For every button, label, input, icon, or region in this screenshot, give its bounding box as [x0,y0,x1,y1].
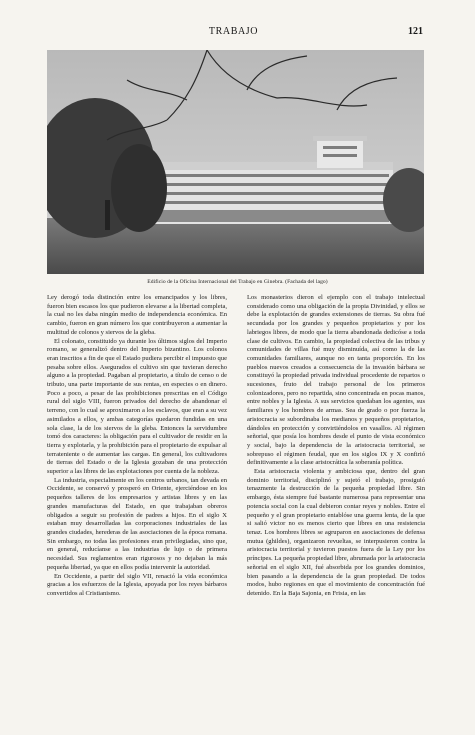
figure-caption: Edificio de la Oficina Internacional del Trabajo en Ginebra. (Fachada del lago) [147,279,328,285]
left-column [47,294,227,599]
page-number: 121 [408,26,423,37]
page-header [44,26,423,40]
paragraph: El colonato, constituido ya durante los últimos siglos del Imperio romano, se generalizó dentro del Imperio bizantino. Los colonos eran inscritos a fin de que el Estado pudiera percibir el impuesto que pesaba sobre ellos. Asegurados el cultivo sin que tuvieran derecho alguno a la propiedad. Pagaban al propietario, a título de censo o de tributo, una parte importante de sus rentas, en especies o en dinero. Poco a poco, a pesar de las prohibiciones prescritas en el Código rural del siglo VIII, fueron privados del derecho de abandonar el terreno, con lo cual se aproximaron a los esclavos, que eran a su vez asimilados a ellos, y ambas categorías quedaron fundidas en una sola clase, la de los siervos de la gleba. Entonces la servidumbre tomó dos caracteres: la obligación para el cultivador de residir en la tierra y explotarla, y la prohibición para el propietario de expulsar al terrateniente o de aumentar las cargas. En general, los cultivadores de tierras del Estado o de la Iglesia gozaban de una protección superior a las libres de las explotaciones por cuenta de la nobleza. [47,337,227,476]
building-photo [47,50,424,274]
paragraph: Ley derogó toda distinción entre los emancipados y los libres, fueron bien escasos los que pudieron elevarse a la libertad completa, la cual no les daba ningún medio de independencia económica. En cambio, fueron en gran número los que contribuyeron a aumentar la multitud de colonos y siervos de la gleba. [47,294,227,336]
paragraph: En Occidente, a partir del siglo VII, renació la vida económica gracias a los esfuerzos de la Iglesia, apoyada por los reyes bárbaros convertidos al Cristianismo. [47,572,227,597]
paragraph: Esta aristocracia violenta y ambiciosa que, dentro del gran dominio territorial, disciplinó y sujetó el trabajo, prosiguió tenazmente la destrucción de la pequeña propiedad libre. Sin embargo, ésta siempre fué bastante numerosa para representar una potencia social con la cual debieron contar reyes y nobles. Entre el pequeño y el gran propietario entablóse una guerra lenta, de la que si salió victor no es menos cierto que libres en una resistencia tenaz. Los hombres libres se agruparon en asociaciones de defensa mutua (ghildes), organizaron revueltas, se interpusieron contra la aristocracia territorial y tuvieron puestos fuera de la Ley por los príncipes. La pequeña propiedad libre, abrumada por la aristocracia señorial en el siglo XII, fué absorbida por los grandes dominios, bien pasando a la dependencia de la gran propiedad. De todos modos, hubo regiones en que el movimiento de concentración fué detenido. En la Baja Sajonia, en Frisia, en las [247,468,425,597]
paragraph: Los monasterios dieron el ejemplo con el trabajo intelectual considerado como una obligación de la propia Divinidad, y ellos se debe la explotación de grandes extensiones de tierras. Su obra fué secundada por los grandes y pequeños propietarios y por los labriegos libres, de modo que la tierra abandonada dedicóse a toda clase de cultivos. En cambio, la propiedad colectiva de las tribus y comunidades de villas fué muy disminuída, así como la de las comunidades familiares, aunque no en tanta proporción. En los pueblos nuevos creados a consecuencia de la invasión bárbara se constituyó la propiedad privada individual procedente de repartos o sucesiones, fruto del trabajo personal de los primeros colonizadores, pero no repartida, sino concentrada en pocas manos, entre nobles y la Iglesia. A sus servicios quedaban los agentes, sus familiares y los hombres de armas. Sea de grado o por fuerza la aristocracia se subordinaba los medianos y pequeños propietarios, dándoles en protección y convirtiéndolos en vasallos. Al régimen señorial, que posía los hombres desde el punto de vista económico y social, bajo la dependencia de la aristocracia territorial, se sobrepuso el régimen feudal, que en los siglos IX y X confirió definitivamente a la clase aristocrática la soberanía política. [247,294,425,467]
running-title: TRABAJO [208,26,259,37]
right-column [247,294,425,599]
building-photo-illustration [47,50,424,274]
paragraph: La industria, especialmente en los centros urbanos, tan devada en Occidente, se conservó y prosperó en Oriente, ejerciéndose en los pequeños talleres de los empresarios y artistas libres y en las grandes manufacturas del Estado, en que trabajaban obreros obligados a seguir su profesión de padres a hijos. En el siglo X estaban muy desarrolladas las corporaciones industriales de las grandes ciudades, herederas de las asociaciones de la época romana. Sin embargo, no todas las profesiones eran privilegiadas, sino que, en general, reducíanse a las industrias de lujo o de primera necesidad. Sus reglamentos eran rigurosos y no dejaban la más pequeña libertad, ya que en ellos podía intervenir la autoridad. [47,476,227,571]
